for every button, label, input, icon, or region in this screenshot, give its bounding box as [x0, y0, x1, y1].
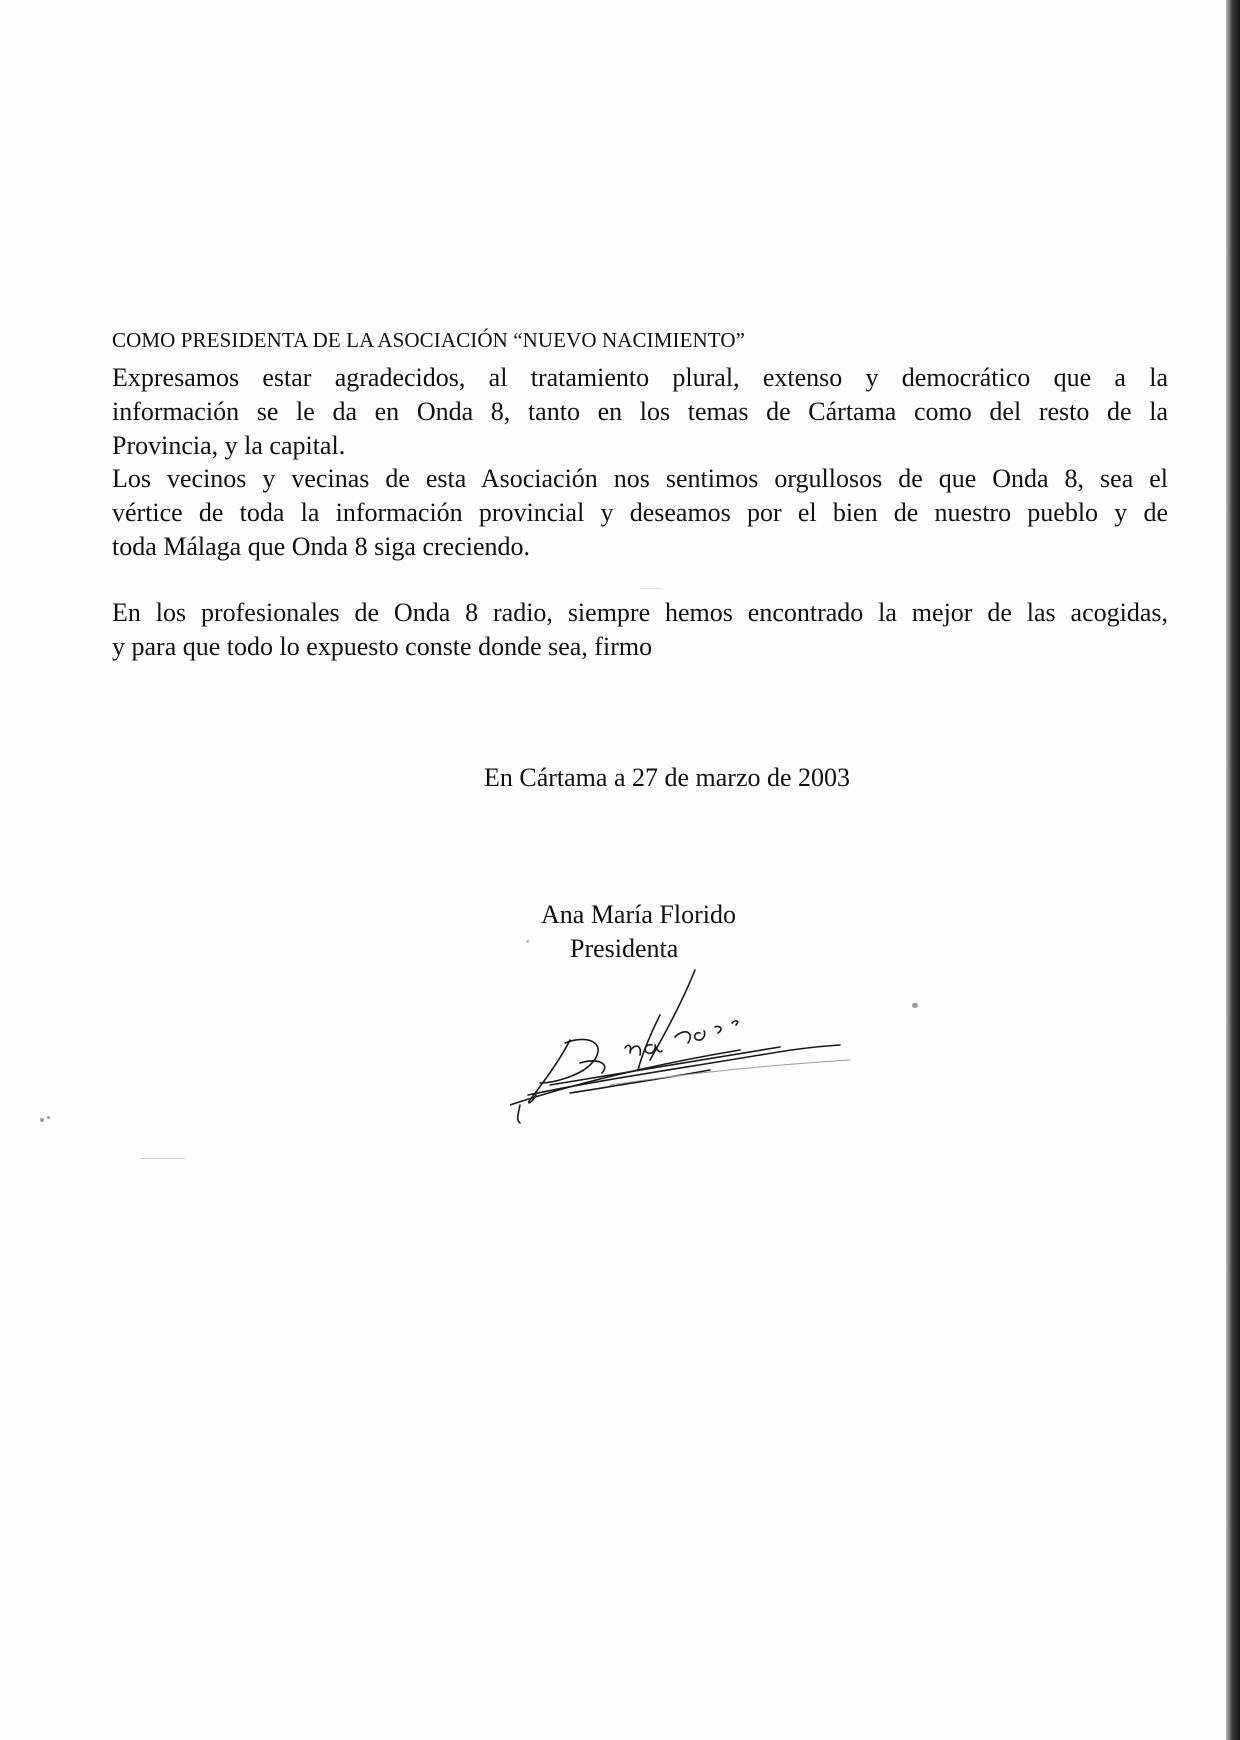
scan-mark: [140, 1158, 185, 1159]
handwritten-signature: [510, 965, 880, 1125]
place-date-line: En Cártama a 27 de marzo de 2003: [484, 763, 851, 792]
signer-name: Ana María Florido: [541, 900, 736, 929]
paragraph-line: información se le da en Onda 8, tanto en los temas de Cártama como del resto de la: [112, 397, 1168, 426]
paragraph-line: y para que todo lo expuesto conste donde sea, firmo: [112, 632, 653, 661]
scan-speck: [912, 1003, 918, 1008]
paragraph-line: Provincia, y la capital.: [112, 431, 346, 460]
signer-title: Presidenta: [570, 934, 679, 963]
scan-speck: [526, 940, 529, 943]
scan-speck: [40, 1118, 44, 1122]
paragraph-closing: [112, 596, 1168, 664]
paragraph-pride: [112, 462, 1168, 564]
paragraph-gratitude: [112, 361, 1168, 463]
scan-mark: [640, 588, 662, 589]
paragraph-line: Expresamos estar agradecidos, al tratamiento plural, extenso y democrático que a la: [112, 363, 1168, 392]
scan-speck: [47, 1116, 50, 1119]
paragraph-line: Los vecinos y vecinas de esta Asociación nos sentimos orgullosos de que Onda 8, sea el: [112, 464, 1168, 493]
letter-heading: COMO PRESIDENTA DE LA ASOCIACIÓN “NUEVO NACIMIENTO”: [112, 328, 746, 352]
paragraph-line: En los profesionales de Onda 8 radio, siempre hemos encontrado la mejor de las acogidas,: [112, 598, 1168, 627]
paragraph-line: vértice de toda la información provincial y deseamos por el bien de nuestro pueblo y de: [112, 498, 1168, 527]
scan-edge-shadow: [1226, 0, 1240, 1740]
paragraph-line: toda Málaga que Onda 8 siga creciendo.: [112, 532, 531, 561]
